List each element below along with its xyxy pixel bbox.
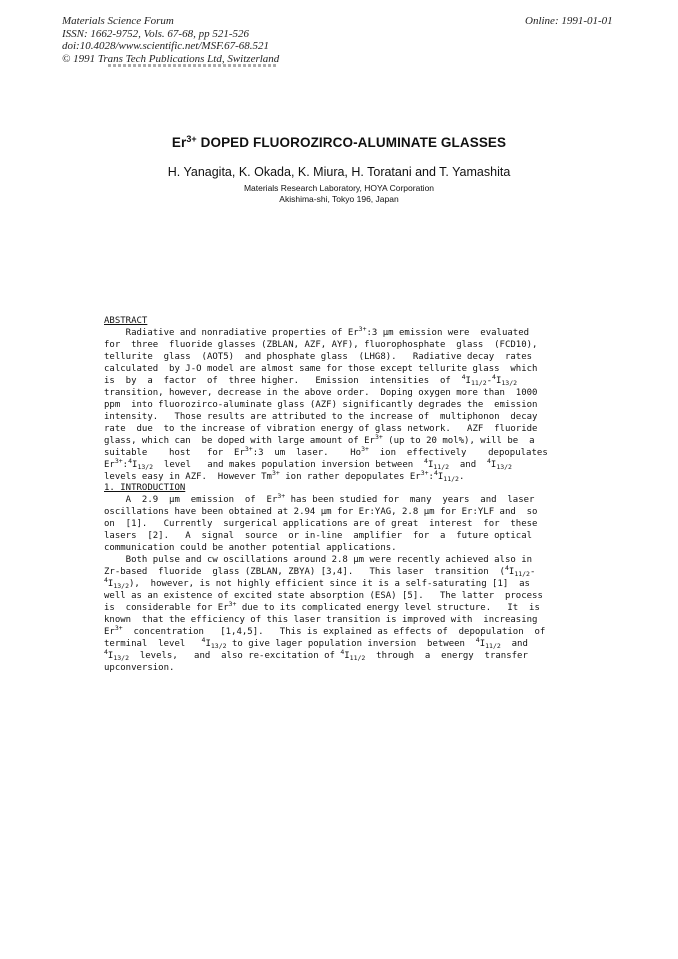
text-segment: Radiative and nonradiative properties of Er [104,328,359,338]
text-segment: ppm into fluorozirco-aluminate glass (AZF) significantly degrades the emission [104,400,538,410]
text-segment: 13/2 [113,582,129,590]
text-segment: and [500,639,528,649]
text-segment: Er [104,627,115,637]
text-segment: levels, and also re-excitation of [129,651,341,661]
text-segment: 13/2 [501,379,518,387]
text-segment: 4 [201,636,206,644]
title-rest: DOPED FLUOROZIRCO-ALUMINATE GLASSES [196,135,507,150]
abstract-section [104,315,548,483]
text-segment: 3+ [374,433,383,441]
text-segment: glass, which can be doped with large amount of Er [104,436,375,446]
text-segment: I [344,651,350,661]
text-segment: 3+ [361,445,369,453]
introduction-heading: 1. INTRODUCTION [104,483,186,493]
text-segment: I [132,460,138,470]
text-segment: 4 [104,576,108,584]
text-line [104,506,542,518]
text-segment: I [465,376,471,386]
text-segment: . [458,472,465,482]
text-segment: well as an existence of excited state absorption (ESA) [5]. The latter process [104,591,543,601]
scan-artifact-strip [108,64,276,67]
text-segment: 11/2 [349,654,366,662]
text-segment: 4 [424,457,428,465]
text-segment: I [495,376,502,386]
text-segment: Zr-based fluoride glass (ZBLAN, ZBYA) [3,4]. This laser transition ( [104,567,505,577]
text-line [104,351,542,363]
text-line [104,423,542,435]
text-segment: 3+ [114,457,123,465]
text-segment: Both pulse and cw oscillations around 2.8 µm were recently achieved also in [104,555,533,565]
text-segment: : [428,472,434,482]
title-charge: 3+ [186,134,197,144]
text-line [104,435,542,447]
text-segment: 11/2 [514,570,530,578]
text-line [104,638,542,650]
text-segment: suitable host for Er [104,448,245,458]
paper-title [0,134,678,150]
online-date: Online: 1991-01-01 [525,15,613,27]
text-segment: I [437,472,444,482]
text-segment: I [427,460,434,470]
text-line [104,530,542,542]
introduction-section [104,482,546,674]
text-line [104,554,542,566]
publication-info [62,15,279,65]
text-segment: 4 [104,648,108,656]
abstract-body [104,325,548,483]
text-line [104,578,542,590]
text-segment: due to its complicated energy level structure. It is [236,603,540,613]
text-segment: is by a factor of three higher. Emission intensities of [104,376,462,386]
text-segment: 3+ [244,445,253,453]
text-segment: I [508,567,515,577]
text-segment: 13/2 [496,463,512,471]
text-segment: concentration [1,4,5]. This is explained as effects of depopulation of [122,627,546,637]
text-segment: on [1]. Currently surgerical applications are of great interest for these [104,519,538,529]
text-segment: 13/2 [113,654,129,662]
text-segment: 4 [504,564,509,572]
text-segment: tellurite glass (AOT5) and phosphate glass (LHG8). Radiative decay rates [104,352,533,362]
text-segment: transition, however, decrease in the above order. Doping oxygen more than 1000 [104,388,538,398]
text-segment: 4 [128,457,133,465]
text-line [104,614,542,626]
text-line [104,327,542,339]
text-line [104,339,542,351]
text-segment: I [107,579,114,589]
text-segment: to give lager population inversion between [226,639,476,649]
affiliation-lab: Materials Research Laboratory, HOYA Corporation [243,183,435,193]
text-segment: lasers [2]. A signal source or in-line amplifier for a future optical [104,531,533,541]
text-segment: known that the efficiency of this laser transition is improved with increasing [104,615,538,625]
text-segment: ion rather depopulates Er [279,472,421,482]
affiliation-address: Akishima-shi, Tokyo 196, Japan [279,194,399,204]
text-segment: ), however, is not highly efficient since it is a self-saturating [1] as [129,579,530,589]
text-segment: intensity. Those results are attributed to the increase of multiphonon decay [104,412,538,422]
author-list: H. Yanagita, K. Okada, K. Miura, H. Toratani and T. Yamashita [167,165,511,179]
text-segment: 11/2 [470,379,487,387]
text-line [104,494,542,506]
text-segment: 3+ [271,469,280,477]
affiliation [0,183,678,205]
text-line [104,445,548,459]
text-segment: has been studied for many years and laser [285,495,535,505]
text-segment: 4 [475,636,480,644]
text-line [104,399,542,411]
text-segment: is considerable for Er [104,603,229,613]
text-segment: calculated by J-O model are almost same for those except tellurite glass which [104,364,538,374]
doi-line: doi:10.4028/www.scientific.net/MSF.67-68.521 [62,40,270,52]
text-segment: : [122,460,129,470]
text-segment: 3+ [114,624,123,632]
text-line [104,459,542,471]
text-line [104,363,542,375]
text-segment: - [486,376,493,386]
text-segment: 3+ [420,469,429,477]
title-element: Er [171,135,187,150]
text-line [104,518,542,530]
text-segment: 11/2 [443,475,459,483]
copyright-line: © 1991 Trans Tech Publications Ltd, Switzerland [62,52,280,65]
text-segment: 4 [433,469,438,477]
text-line [104,650,542,662]
text-segment: oscillations have been obtained at 2.94 µm for Er:YAG, 2.8 µm for Er:YLF and so [104,507,538,517]
text-line [104,411,542,423]
text-segment: rate due to the increase of vibration energy of glass network. AZF fluoride [104,424,538,434]
text-line [104,387,542,399]
text-segment: - [529,567,536,577]
text-segment: I [479,639,486,649]
text-segment: 11/2 [433,463,450,471]
text-segment: upconversion. [104,663,175,673]
text-segment: 3+ [277,492,286,500]
text-line [104,542,542,554]
introduction-body [104,492,546,674]
text-segment: and [449,460,487,470]
text-segment: A 2.9 µm emission of Er [104,495,278,505]
text-segment: 3+ [358,325,367,333]
text-line [104,590,542,602]
journal-name: Materials Science Forum [62,15,174,27]
text-segment: terminal level [104,639,202,649]
text-segment: communication could be another potential applications. [104,543,397,553]
text-segment: 13/2 [210,642,227,650]
text-segment: (up to 20 mol%), will be a [382,436,535,446]
text-segment: 4 [461,373,466,381]
text-segment: I [205,639,211,649]
text-segment: I [107,651,114,661]
text-segment: 3+ [228,600,237,608]
text-segment: through a energy transfer [365,651,528,661]
text-segment: for three fluoride glasses (ZBLAN, AZF, AYF), fluorophosphate glass (FCD10), [104,340,538,350]
text-line [104,375,542,387]
text-line [104,662,542,674]
text-segment: 11/2 [485,642,501,650]
text-segment: 4 [340,648,345,656]
text-segment: levels easy in AZF. However Tm [104,472,272,482]
text-line [104,602,542,614]
text-segment: level and makes population inversion between [153,460,425,470]
issn-line: ISSN: 1662-9752, Vols. 67-68, pp 521-526 [62,27,249,40]
text-segment: I [490,460,497,470]
text-segment: 4 [486,457,491,465]
text-segment: :3 um laser. Ho [252,448,362,458]
text-line [104,566,542,578]
text-segment: 13/2 [137,463,154,471]
text-segment: :3 µm emission were evaluated [366,328,530,338]
text-segment: ion effectively depopulates [368,448,548,458]
abstract-heading: ABSTRACT [104,316,148,326]
text-segment: 4 [492,373,496,381]
text-segment: Er [104,460,115,470]
